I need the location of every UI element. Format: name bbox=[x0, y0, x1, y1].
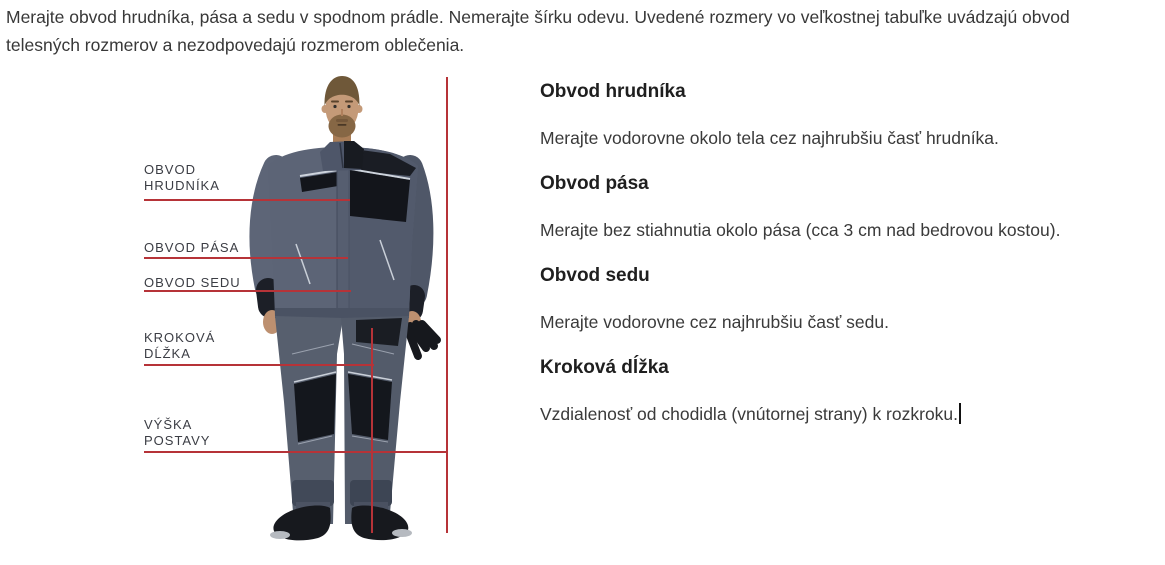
section-text-chest[interactable]: Merajte vodorovne okolo tela cez najhrubšiu časť hrudníka. bbox=[540, 128, 999, 148]
section-text-waist[interactable]: Merajte bez stiahnutia okolo pása (cca 3 cm nad bedrovou kostou). bbox=[540, 220, 1061, 240]
intro-paragraph[interactable]: Merajte obvod hrudníka, pása a sedu v spodnom prádle. Nemerajte šírku odevu. Uvedené rozmery vo veľkostnej tabuľke uvádzajú obvod telesných rozmerov a nezodpovedajú rozmerom oblečenia. bbox=[6, 7, 1070, 55]
model-photo bbox=[240, 72, 445, 558]
inseam-vertical-line bbox=[371, 328, 373, 533]
section-title-seat[interactable]: Obvod sedu bbox=[540, 265, 650, 286]
seat-girth-label: OBVOD SEDU bbox=[144, 275, 241, 290]
section-text-inseam[interactable]: Vzdialenosť od chodidla (vnútornej strany) k rozkroku. bbox=[540, 391, 1162, 437]
body-height-label: VÝŠKA POSTAVY bbox=[144, 417, 211, 448]
section-title-chest[interactable]: Obvod hrudníka bbox=[540, 81, 686, 102]
section-title-waist[interactable]: Obvod pása bbox=[540, 173, 649, 194]
inseam-measure-line bbox=[144, 364, 374, 366]
measurement-details[interactable] bbox=[540, 69, 1162, 437]
waist-girth-label: OBVOD PÁSA bbox=[144, 240, 240, 255]
chest-measure-line bbox=[144, 199, 350, 201]
body-height-vertical-line bbox=[446, 77, 448, 533]
text-cursor bbox=[959, 403, 961, 424]
waist-measure-line bbox=[144, 257, 348, 259]
section-text-seat[interactable]: Merajte vodorovne cez najhrubšiu časť sedu. bbox=[540, 312, 889, 332]
section-title-inseam[interactable]: Kroková dĺžka bbox=[540, 357, 669, 378]
person-figure bbox=[262, 76, 437, 540]
inseam-length-label: KROKOVÁ DĹŽKA bbox=[144, 330, 216, 361]
seat-measure-line bbox=[144, 290, 351, 292]
chest-girth-label: OBVOD HRUDNÍKA bbox=[144, 162, 220, 193]
body-height-measure-line bbox=[144, 451, 447, 453]
